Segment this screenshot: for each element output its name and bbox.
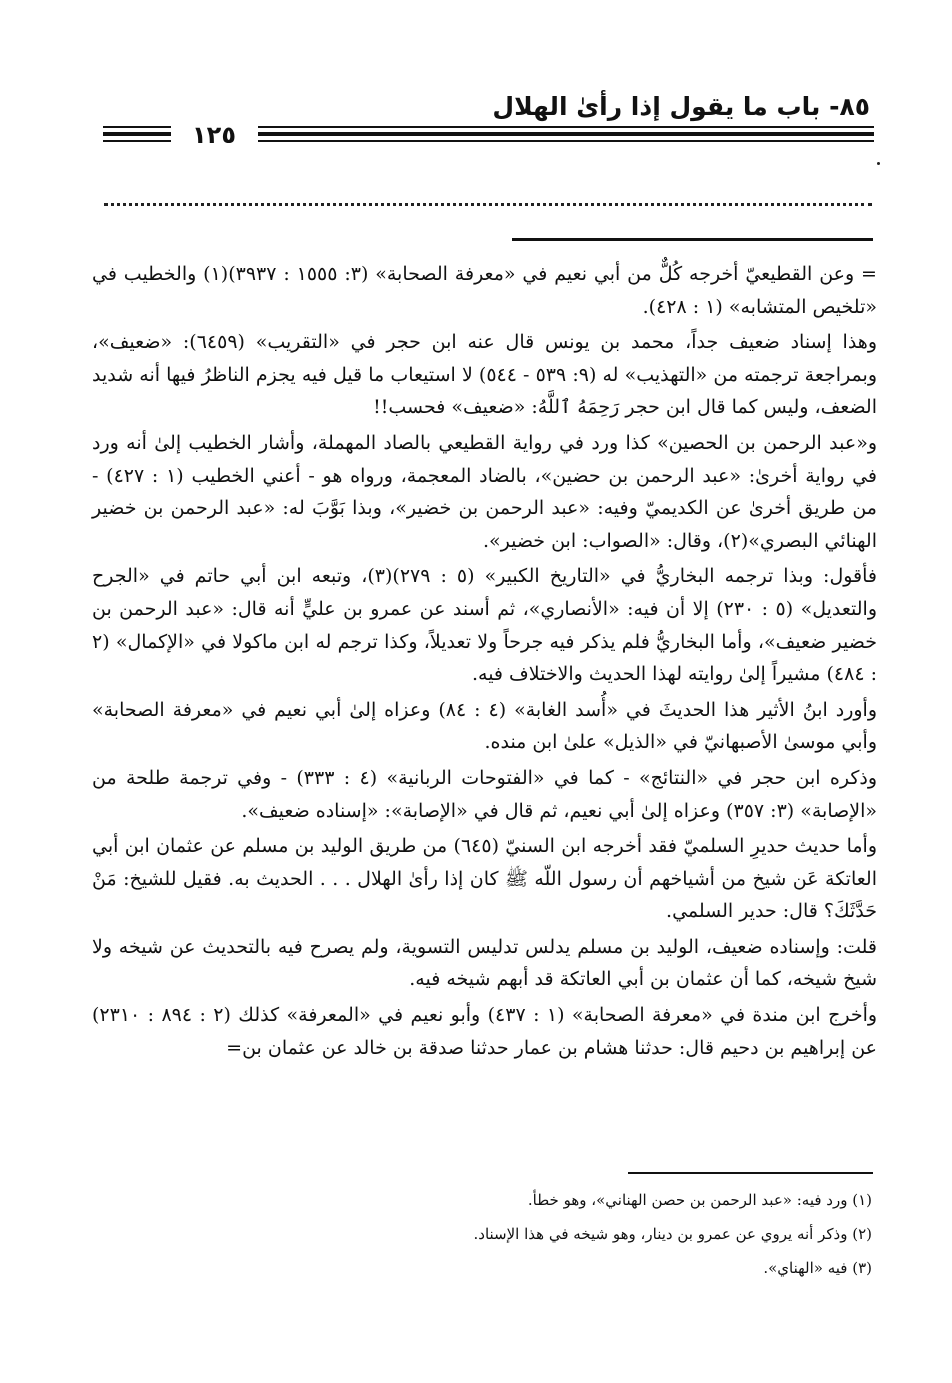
paragraph: وذكره ابن حجر في «النتائج» - كما في «الفتوحات الربانية» (٤ : ٣٣٣) - وفي ترجمة طلحة من «الإصابة» (٣: ٣٥٧) وعزاه إلىٰ أبي نعيم، ثم قال في «الإصابة»: «إسناده ضعيف». (92, 766, 878, 822)
paragraph: = وعن القطيعيّ أخرجه كُلٌّ من أبي نعيم في «معرفة الصحابة» (٣: ١٥٥٥ : ٣٩٣٧)(١) والخطيب في «تلخيص المتشابه» (١ : ٤٢٨). (92, 263, 877, 318)
dotted-separator (104, 203, 872, 206)
chapter-title: ٨٥- باب ما يقول إذا رأىٰ الهلال (492, 92, 870, 121)
main-text (92, 258, 877, 1067)
footnotes (112, 1183, 872, 1285)
paragraph: قلت: وإسناده ضعيف، الوليد بن مسلم يدلس تدليس التسوية، ولم يصرح فيه بالتحديث عن شيخه ولا شيخ شيخه، كما أن عثمان بن أبي العاتكة قد أبهم شيخه فيه. (92, 935, 877, 991)
footnote: (١) ورد فيه: «عبد الرحمن بن حصن الهناني»، وهو خطأ. (527, 1191, 872, 1209)
paragraph: وأورد ابنُ الأثير هذا الحديثَ في «أُسد الغابة» (٤ : ٨٤) وعزاه إلىٰ أبي نعيم في «معرفة الصحابة» وأبي موسىٰ الأصبهانيّ في «الذيل» علىٰ ابن منده. (92, 698, 877, 754)
paragraph: و«عبد الرحمن بن الحصين» كذا ورد في رواية القطيعي بالصاد المهملة، وأشار الخطيب إلىٰ أنه ورد في رواية أخرىٰ: «عبد الرحمن بن حضين»، بالضاد المعجمة، ورواه هو - أعني الخطيب (١ : ٤٢٧) - من طريق أخرىٰ عن الكديميّ وفيه: «عبد الرحمن بن خضير»، وبذا بَوَّبَ له: «عبد الرحمن بن خضير الهنائي البصري»(٢)، وقال: «الصواب: ابن خضير». (92, 431, 878, 552)
footnote: (٢) وذكر أنه يروي عن عمرو بن دينار، وهو شيخه في هذا الإسناد. (473, 1225, 872, 1243)
paragraph: وأما حديث حديرِ السلميّ فقد أخرجه ابن السنيّ (٦٤٥) من طريق الوليد بن مسلم عن عثمان ابن أبي العاتكة عَن شيخ من أشياخهم أن رسول اللّه ﷺ كان إذا رأىٰ الهلال . . . الحديث به. فقيل للشيخ: مَنْ حَدَّثَكَ؟ قال: حدير السلمي. (92, 835, 877, 923)
paragraph: فأقول: وبذا ترجمه البخاريُّ في «التاريخ الكبير» (٥ : ٢٧٩)(٣)، وتبعه ابن أبي حاتم في «الجرح والتعديل» (٥ : ٢٣٠) إلا أن فيه: «الأنصاري»، ثم أسند عن عمرو بن عليٍّ أنه قال: «عبد الرحمن بن خضير ضعيف»، وأما البخاريُّ فلم يذكر فيه جرحاً ولا تعديلاً، وكذا ترجم له ابن ماكولا في «الإكمال» (٢ : ٤٨٤) مشيراً إلىٰ روايته لهذا الحديث والاختلاف فيه. (92, 565, 878, 686)
footnote-rule (628, 1172, 873, 1174)
body-top-rule (512, 238, 873, 241)
margin-dot (877, 162, 880, 165)
paragraph: وأخرج ابن مندة في «معرفة الصحابة» (١ : ٤٣٧) وأبو نعيم في «المعرفة» كذلك (٢ : ٨٩٤ : ٢٣١٠) عن إبراهيم بن دحيم قال: حدثنا هشام بن عمار حدثنا صدقة بن خالد عن عثمان بن= (92, 1004, 878, 1059)
footnote: (٣) فيه «الهناي». (763, 1259, 872, 1277)
paragraph: وهذا إسناد ضعيف جداً، محمد بن يونس قال عنه ابن حجر في «التقريب» (٦٤٥٩): «ضعيف»، وبمراجعة ترجمته من «التهذيب» له (٩: ٥٣٩ - ٥٤٤) لا استيعاب ما قيل فيه يجزم الناظرُ فيها أنه شديد الضعف، وليس كما قال ابن حجر رَحِمَهُ ٱللَّهُ: «ضعيف» فحسب!! (92, 331, 877, 419)
page-number: ١٢٥ (192, 121, 236, 149)
